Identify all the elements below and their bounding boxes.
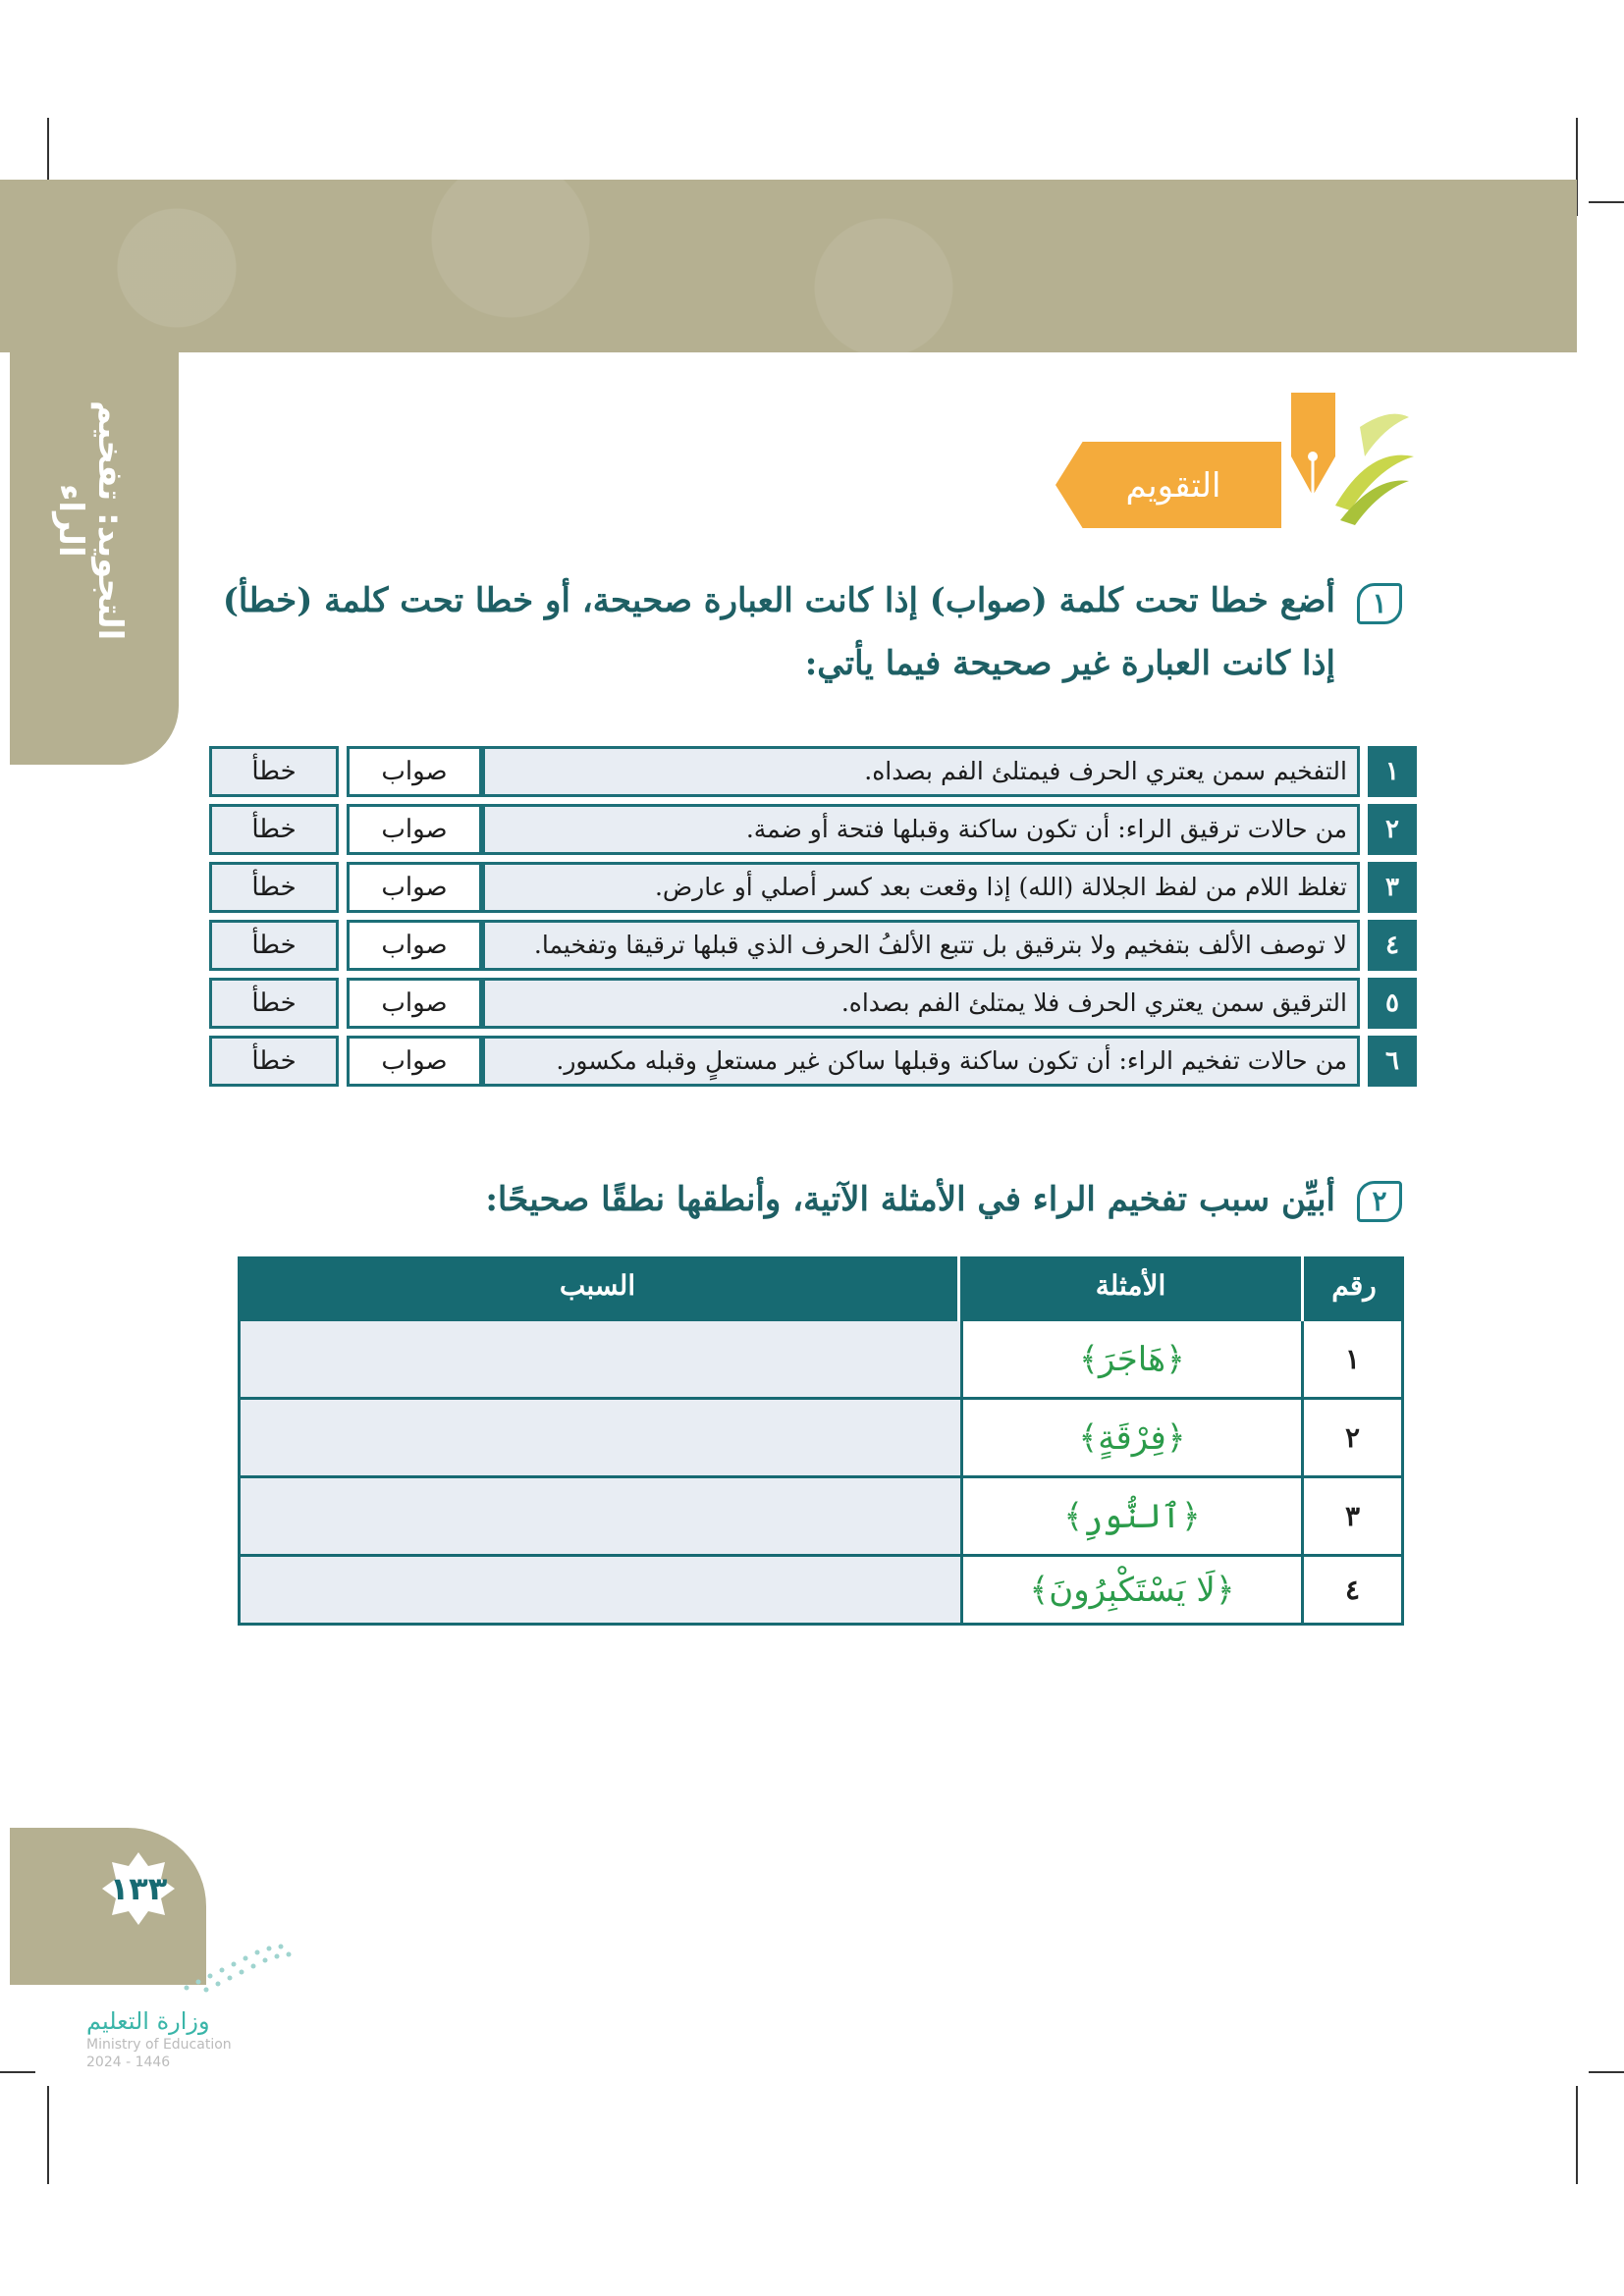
statement-cell: من حالات ترقيق الراء: أن تكون ساكنة وقبلها فتحة أو ضمة.: [482, 804, 1360, 855]
row-number: ٢: [1344, 1421, 1361, 1454]
table-row: [209, 862, 1417, 913]
header-examples: الأمثلة: [1095, 1269, 1166, 1302]
row-number: ٣: [1344, 1500, 1361, 1532]
crop-mark: [1589, 2071, 1624, 2073]
crop-mark: [47, 2086, 49, 2184]
page-number: ١٣٣: [109, 1870, 168, 1907]
header-reason: السبب: [559, 1269, 636, 1302]
row-number: ٦: [1368, 1036, 1417, 1087]
table-row: [238, 1400, 1404, 1478]
table-row: [209, 1036, 1417, 1087]
edition-year: 2024 - 1446: [86, 2055, 171, 2070]
wrong-option[interactable]: خطأ: [209, 978, 339, 1029]
example-cell: ﴿هَاجَرَ﴾: [960, 1321, 1304, 1397]
crop-mark: [0, 2071, 35, 2073]
row-number: ٤: [1368, 920, 1417, 971]
question-number: ٢: [1357, 1181, 1402, 1222]
correct-option[interactable]: صواب: [347, 1036, 482, 1087]
statement-cell: لا توصف الألف بتفخيم ولا بترقيق بل تتبع الألفُ الحرف الذي قبلها ترقيقا وتفخيما.: [482, 920, 1360, 971]
row-number: ٣: [1368, 862, 1417, 913]
table-row: [238, 1321, 1404, 1400]
statement-cell: من حالات تفخيم الراء: أن تكون ساكنة وقبلها ساكن غير مستعلٍ وقبله مكسور.: [482, 1036, 1360, 1087]
row-number: ١: [1368, 746, 1417, 797]
question-text-line2: إذا كانت العبارة غير صحيحة فيما يأتي:: [804, 644, 1335, 683]
pen-icon: [1262, 388, 1419, 545]
question-number: ١: [1357, 583, 1402, 624]
statement-cell: تغلظ اللام من لفظ الجلالة (الله) إذا وقعت بعد كسر أصلي أو عارض.: [482, 862, 1360, 913]
ministry-name-arabic: وزارة التعليم: [86, 2007, 210, 2035]
crop-mark: [1576, 2086, 1578, 2184]
row-number: ٢: [1368, 804, 1417, 855]
wrong-option[interactable]: خطأ: [209, 1036, 339, 1087]
question-text: أبيِّن سبب تفخيم الراء في الأمثلة الآتية، وأنطقها نطقًا صحيحًا:: [485, 1180, 1335, 1219]
question-text-line1: أضع خطا تحت كلمة (صواب) إذا كانت العبارة صحيحة، أو خطا تحت كلمة (خطأ): [222, 581, 1335, 620]
example-cell: ﴿فِرْقَةٍ﴾: [960, 1400, 1304, 1475]
correct-option[interactable]: صواب: [347, 746, 482, 797]
ministry-name-english: Ministry of Education: [86, 2037, 232, 2053]
wrong-option[interactable]: خطأ: [209, 862, 339, 913]
correct-option[interactable]: صواب: [347, 804, 482, 855]
table-row: [238, 1478, 1404, 1557]
correct-option[interactable]: صواب: [347, 862, 482, 913]
crop-mark: [1589, 201, 1624, 203]
row-number: ٥: [1368, 978, 1417, 1029]
correct-option[interactable]: صواب: [347, 978, 482, 1029]
row-number: ١: [1344, 1343, 1361, 1375]
ministry-logo-dots: [177, 1939, 295, 1998]
reason-cell[interactable]: [241, 1478, 960, 1554]
reason-cell[interactable]: [241, 1557, 960, 1623]
table-row: [209, 978, 1417, 1029]
wrong-option[interactable]: خطأ: [209, 920, 339, 971]
table-row: [238, 1557, 1404, 1626]
table-row: [209, 746, 1417, 797]
reason-cell[interactable]: [241, 1400, 960, 1475]
reason-cell[interactable]: [241, 1321, 960, 1397]
correct-option[interactable]: صواب: [347, 920, 482, 971]
chapter-tab-label: التجويد: تفخيم الراء: [51, 400, 130, 641]
header-number: رقم: [1331, 1269, 1377, 1302]
table-row: [209, 920, 1417, 971]
statement-cell: الترقيق سمن يعتري الحرف فلا يمتلئ الفم بصداه.: [482, 978, 1360, 1029]
row-number: ٤: [1344, 1574, 1361, 1606]
example-cell: ﴿لَا يَسْتَكْبِرُونَ﴾: [960, 1557, 1304, 1623]
header-banner: [0, 180, 1577, 352]
table-header: [238, 1256, 1404, 1321]
wrong-option[interactable]: خطأ: [209, 804, 339, 855]
example-cell: ﴿ٱلنُّورِ﴾: [960, 1478, 1304, 1554]
table-row: [209, 804, 1417, 855]
statement-cell: التفخيم سمن يعتري الحرف فيمتلئ الفم بصداه.: [482, 746, 1360, 797]
section-title: التقويم: [1125, 466, 1221, 506]
wrong-option[interactable]: خطأ: [209, 746, 339, 797]
